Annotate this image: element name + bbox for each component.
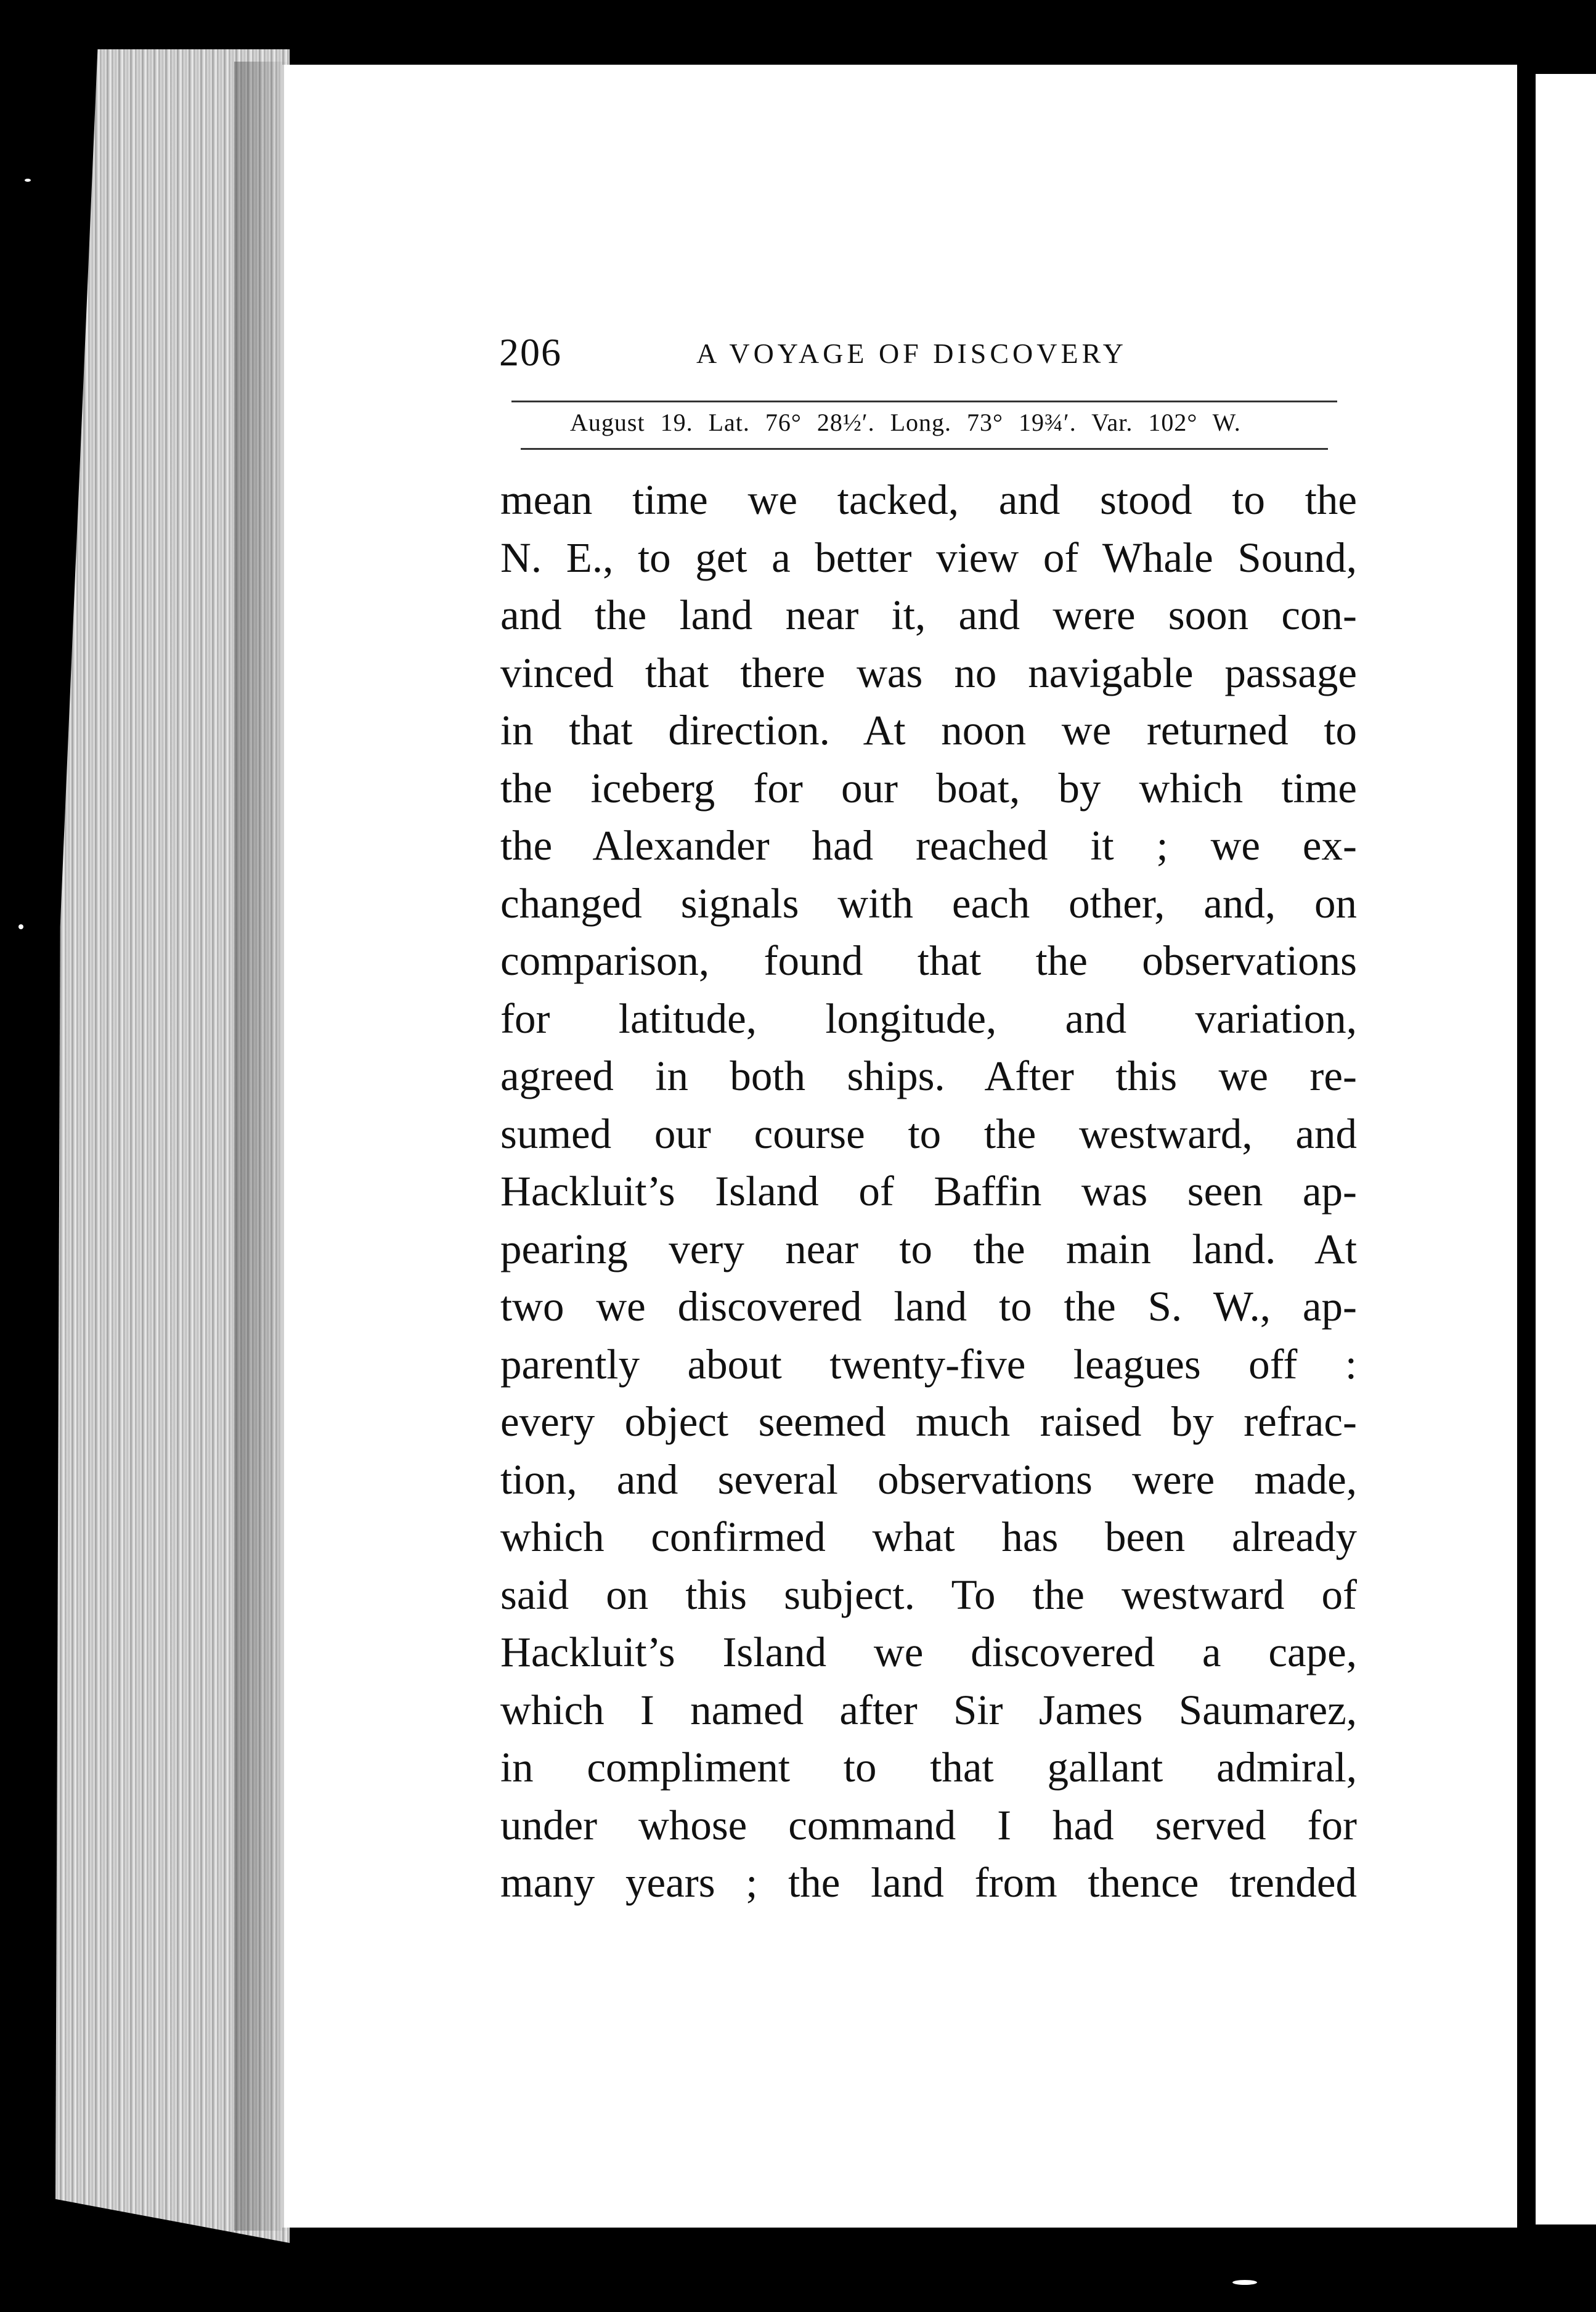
text-line: every object seemed much raised by refrac- (500, 1398, 1357, 1445)
text-line: Hackluit’s Island of Baffin was seen ap- (500, 1168, 1357, 1215)
log-entry-note: August 19. Lat. 76° 28½′. Long. 73° 19¾′. Var. 102° W. (570, 409, 1241, 436)
text-line: agreed in both ships. After this we re- (500, 1052, 1357, 1099)
scan-speck (18, 924, 23, 929)
text-line: which confirmed what has been already (500, 1513, 1357, 1560)
scan-speck (25, 179, 31, 182)
text-line: which I named after Sir James Saumarez, (500, 1686, 1357, 1733)
running-head (499, 330, 1177, 379)
text-line: the iceberg for our boat, by which time (500, 764, 1357, 812)
text-line: N. E., to get a better view of Whale Sound, (500, 534, 1357, 581)
text-line: pearing very near to the main land. At (500, 1225, 1357, 1272)
facing-page-sliver (1536, 74, 1596, 2224)
page-number: 206 (499, 330, 562, 374)
scan-speck (1232, 2280, 1257, 2285)
text-line: vinced that there was no navigable passage (500, 649, 1357, 696)
text-line: two we discovered land to the S. W., ap- (500, 1283, 1357, 1330)
text-line: in compliment to that gallant admiral, (500, 1744, 1357, 1791)
text-line: in that direction. At noon we returned to (500, 707, 1357, 754)
text-line: under whose command I had served for (500, 1801, 1357, 1849)
text-line: sumed our course to the westward, and (500, 1110, 1357, 1157)
text-line: the Alexander had reached it ; we ex- (500, 822, 1357, 869)
text-line: said on this subject. To the westward of (500, 1571, 1357, 1618)
text-line: changed signals with each other, and, on (500, 879, 1357, 927)
running-title: A VOYAGE OF DISCOVERY (696, 338, 1127, 369)
gutter (1517, 62, 1536, 2237)
text-line: for latitude, longitude, and variation, (500, 995, 1357, 1042)
header-rule-bottom (521, 448, 1328, 450)
body-text (500, 471, 1357, 1912)
text-line: and the land near it, and were soon con- (500, 592, 1357, 638)
text-line: mean time we tacked, and stood to the (500, 476, 1357, 523)
text-line: tion, and several observations were made, (500, 1455, 1357, 1503)
text-line: many years ; the land from thence trended (500, 1859, 1357, 1906)
text-line: Hackluit’s Island we discovered a cape, (500, 1629, 1357, 1675)
header-rule-top (511, 401, 1337, 402)
text-line: parently about twenty-five leagues off : (500, 1340, 1357, 1388)
text-line: comparison, found that the observations (500, 937, 1357, 984)
